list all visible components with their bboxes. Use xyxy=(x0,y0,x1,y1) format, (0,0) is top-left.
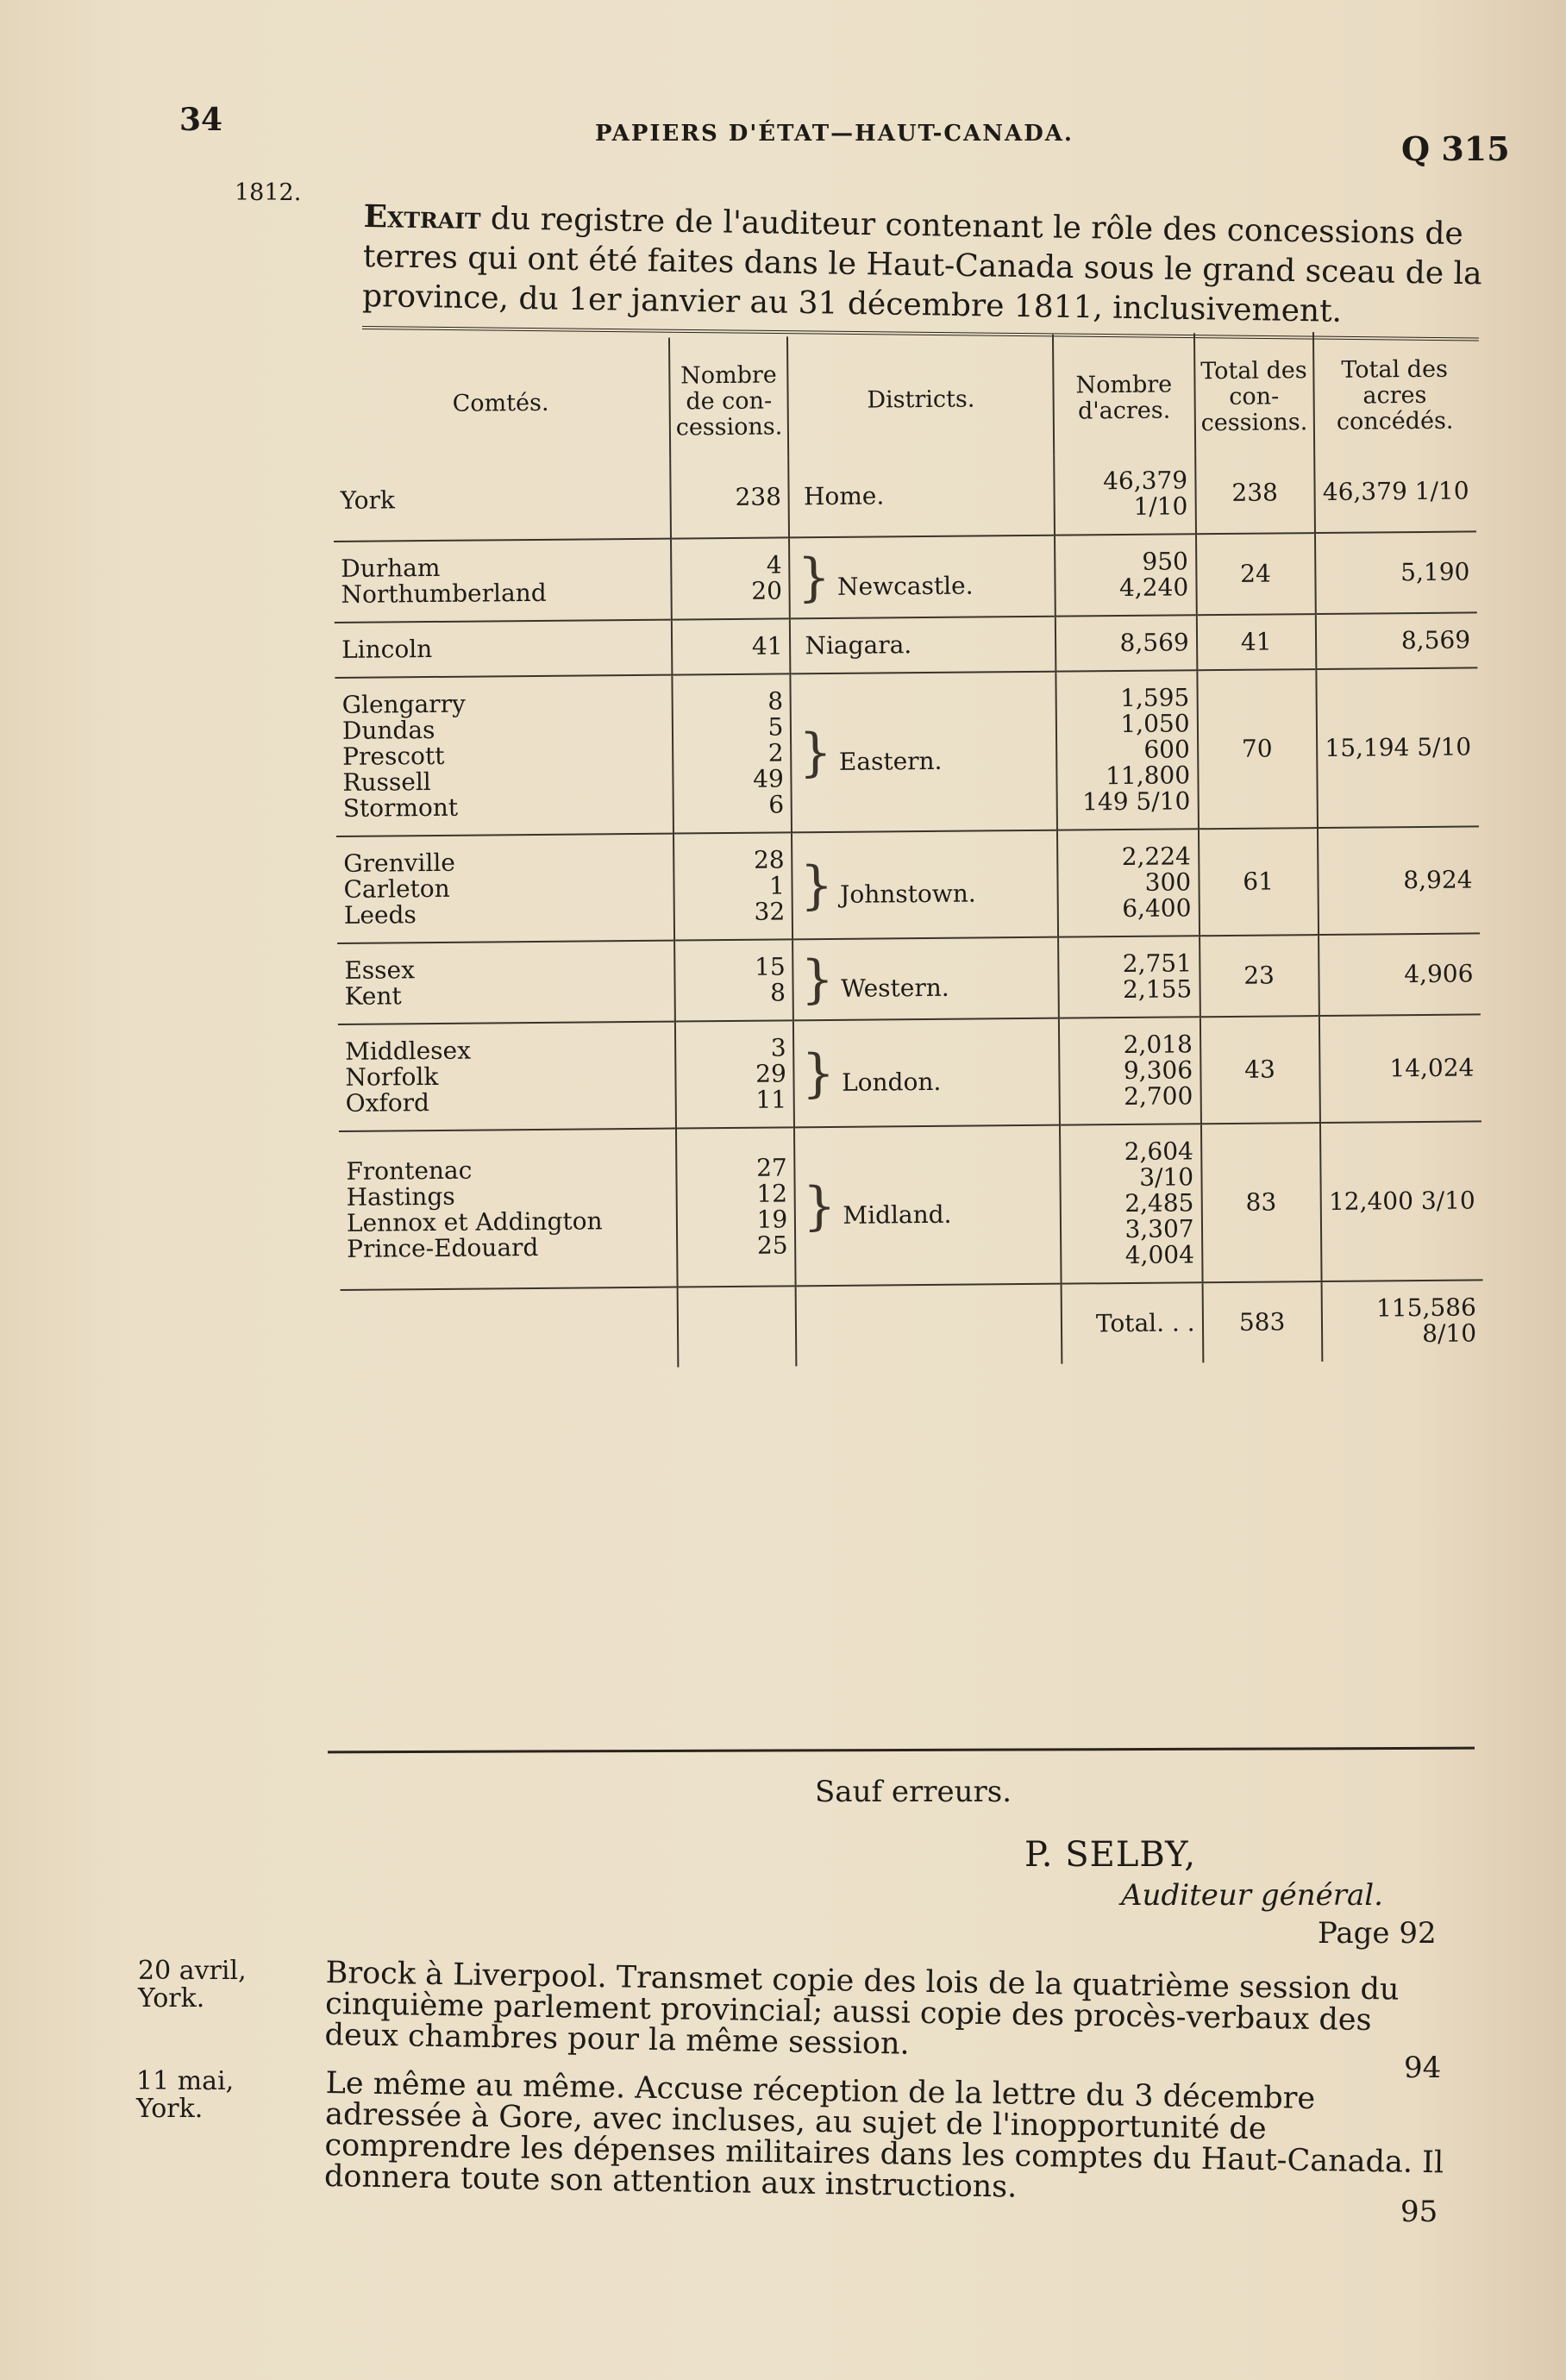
county-name: York xyxy=(340,485,396,515)
entry-2-text: Le même au même. Accuse réception de la lettre du 3 décembre adressée à Gore, avec incluses, au sujet de l'inopportunité de comprendre les dépenses militaires dans les comptes du Haut-Canada. Il donnera toute son attention aux instructions. xyxy=(323,2066,1444,2205)
district-cell xyxy=(792,830,1058,940)
district-cell xyxy=(789,536,1055,619)
acres-cell xyxy=(1059,1017,1201,1124)
county-name: Lennox et Addington xyxy=(346,1206,603,1237)
concession-count: 238 xyxy=(735,482,782,511)
county-cell xyxy=(333,459,671,542)
concessions-cell xyxy=(675,1020,795,1128)
county-cell xyxy=(335,675,673,836)
concession-count: 41 xyxy=(751,631,783,661)
total-concessions-cell: 43 xyxy=(1200,1016,1320,1124)
entry-2-place: York. xyxy=(136,2094,204,2124)
acre-count: 1,595 xyxy=(1119,683,1190,713)
district-name: Johnstown. xyxy=(840,879,976,909)
concession-count: 12 xyxy=(756,1179,788,1208)
header-comtes: Comtés. xyxy=(452,389,549,417)
district-name: Eastern. xyxy=(838,746,943,776)
district-group xyxy=(338,1014,1481,1131)
district-group xyxy=(333,451,1476,542)
district-cell xyxy=(790,617,1055,674)
district-name: Midland. xyxy=(843,1199,952,1230)
district-group xyxy=(335,667,1479,836)
district-cell xyxy=(791,672,1057,833)
county-name: Glengarry xyxy=(341,689,466,719)
total-acres-cell: 12,400 3/10 xyxy=(1320,1121,1483,1281)
county-name: Northumberland xyxy=(341,578,547,609)
total-acres: 115,586 8/10 xyxy=(1321,1280,1483,1362)
acre-count: 950 xyxy=(1142,547,1189,576)
total-acres-cell: 46,379 1/10 xyxy=(1314,451,1476,533)
total-acres-cell: 14,024 xyxy=(1319,1014,1481,1123)
concessions-cell xyxy=(670,457,789,538)
concession-count: 4 xyxy=(766,550,782,579)
total-label: Total. . . xyxy=(1062,1282,1203,1363)
county-cell xyxy=(334,539,672,623)
signature-title: Auditeur général. xyxy=(1121,1878,1383,1913)
signature-name: P. SELBY, xyxy=(1024,1835,1197,1875)
acres-cell xyxy=(1060,1124,1202,1283)
concession-count: 11 xyxy=(755,1085,787,1114)
county-name: Kent xyxy=(344,981,402,1011)
total-acres-cell: 8,924 xyxy=(1318,826,1480,935)
brace-icon: } xyxy=(797,547,831,609)
running-title: PAPIERS D'ÉTAT—HAUT-CANADA. xyxy=(595,121,1074,147)
table-bottom-rule xyxy=(328,1747,1475,1754)
district-cell xyxy=(789,455,1055,538)
total-acres-cell: 5,190 xyxy=(1315,531,1477,614)
concessions-cell xyxy=(674,939,793,1021)
county-name: Hastings xyxy=(346,1181,455,1212)
total-concessions-cell: 83 xyxy=(1201,1123,1322,1282)
header-nombre-acres: Nombre d'acres. xyxy=(1053,333,1195,454)
concession-count: 20 xyxy=(751,576,783,605)
acre-count: 2,224 xyxy=(1121,842,1192,872)
brace-icon: } xyxy=(800,949,835,1011)
concession-count: 8 xyxy=(767,686,784,716)
acre-count: 3,307 xyxy=(1124,1214,1194,1244)
acre-count: 2,155 xyxy=(1122,974,1193,1005)
header-total-acres: Total des acres concédés. xyxy=(1313,330,1476,453)
county-name: Prince-Edouard xyxy=(347,1232,539,1263)
county-name: Norfolk xyxy=(345,1062,439,1092)
total-acres-cell: 4,906 xyxy=(1319,933,1481,1016)
concession-count: 3 xyxy=(770,1033,786,1062)
concession-count: 1 xyxy=(768,871,786,900)
brace-icon: } xyxy=(799,855,834,917)
acres-cell xyxy=(1055,534,1196,616)
page-number: 34 xyxy=(179,102,223,138)
acres-cell xyxy=(1057,829,1200,936)
entry-1-place: York. xyxy=(138,1983,205,2014)
intro-paragraph xyxy=(362,197,1485,334)
concession-count: 2 xyxy=(767,738,784,767)
total-acres-cell: 8,569 xyxy=(1315,612,1477,669)
brace-icon: } xyxy=(799,722,833,784)
acre-count: 600 xyxy=(1143,735,1190,764)
concessions-cell xyxy=(673,832,793,940)
total-concessions: 583 xyxy=(1202,1281,1322,1362)
concessions-cell xyxy=(676,1127,796,1287)
county-name: Essex xyxy=(344,955,416,985)
concession-count: 5 xyxy=(767,712,784,742)
district-name: London. xyxy=(841,1067,942,1097)
county-name: Leeds xyxy=(343,900,417,930)
entry-2-date: 11 mai, xyxy=(136,2066,235,2096)
concession-count: 27 xyxy=(755,1153,787,1182)
acre-count: 11,800 xyxy=(1105,761,1191,791)
acres-cell xyxy=(1058,936,1200,1018)
district-name: Western. xyxy=(841,973,949,1003)
acre-count: 2,485 xyxy=(1124,1188,1194,1218)
district-cell xyxy=(794,1125,1061,1287)
acre-count: 149 5/10 xyxy=(1081,786,1191,817)
district-cell xyxy=(793,1018,1060,1128)
acre-count: 9,306 xyxy=(1123,1055,1193,1086)
acre-count: 300 xyxy=(1144,867,1192,897)
concession-count: 15 xyxy=(754,952,786,981)
brace-icon: } xyxy=(802,1175,836,1237)
acres-cell xyxy=(1056,670,1199,830)
acre-count: 2,604 3/10 xyxy=(1124,1137,1194,1192)
county-cell xyxy=(335,620,672,678)
total-concessions-cell: 61 xyxy=(1199,828,1319,936)
county-name: Russell xyxy=(342,767,431,797)
county-name: Durham xyxy=(341,553,441,583)
county-cell xyxy=(338,1022,676,1131)
total-concessions-cell: 70 xyxy=(1197,669,1318,829)
acres-cell xyxy=(1054,454,1195,535)
intro-lead: Extrait xyxy=(363,197,481,237)
total-row xyxy=(341,1280,1484,1370)
district-group xyxy=(334,531,1477,623)
entry-1-page: 94 xyxy=(1404,2051,1442,2085)
acre-count: 1,050 xyxy=(1120,709,1190,739)
district-name: Newcastle. xyxy=(836,571,974,601)
acre-count: 6,400 xyxy=(1122,893,1192,924)
acres-cell xyxy=(1055,615,1197,671)
table-header-row xyxy=(332,330,1475,461)
concession-count: 6 xyxy=(768,790,785,819)
total-acres-cell: 15,194 5/10 xyxy=(1316,667,1479,828)
header-total-concessions: Total des con- cessions. xyxy=(1194,332,1314,454)
header-districts: Districts. xyxy=(787,335,1054,458)
district-cell xyxy=(792,937,1059,1021)
acre-count: 4,004 xyxy=(1124,1240,1195,1270)
concession-count: 32 xyxy=(754,897,786,926)
sauf-erreurs: Sauf erreurs. xyxy=(815,1775,1012,1809)
district-group xyxy=(339,1121,1483,1290)
county-name: Prescott xyxy=(342,741,445,771)
acre-count: 2,018 xyxy=(1123,1030,1193,1060)
entry-1-date: 20 avril, xyxy=(138,1956,247,1986)
entry-1-text: Brock à Liverpool. Transmet copie des lois de la quatrième session du cinquième parlement provincial; aussi copie des procès-verbaux des deux chambres pour la même session. xyxy=(324,1956,1400,2062)
concessions-table xyxy=(332,330,1483,1370)
county-name: Frontenac xyxy=(346,1156,473,1186)
county-name: Carleton xyxy=(343,874,450,904)
concession-count: 29 xyxy=(755,1059,786,1088)
district-group xyxy=(336,826,1480,943)
total-concessions-cell: 238 xyxy=(1195,453,1315,534)
concession-count: 19 xyxy=(756,1205,788,1234)
county-name: Lincoln xyxy=(341,634,433,664)
header-nombre-concessions: Nombre de con- cessions. xyxy=(669,336,789,458)
acre-count: 46,379 1/10 xyxy=(1102,466,1188,521)
archive-reference: Q 315 xyxy=(1401,129,1510,168)
concession-count: 28 xyxy=(753,845,785,874)
total-concessions-cell: 41 xyxy=(1196,614,1315,670)
concession-count: 25 xyxy=(756,1231,788,1260)
district-group xyxy=(337,933,1481,1024)
brace-icon: } xyxy=(801,1043,836,1105)
county-cell xyxy=(337,941,675,1024)
county-name: Oxford xyxy=(345,1088,430,1118)
county-name: Stormont xyxy=(342,792,459,823)
acre-count: 2,700 xyxy=(1124,1081,1193,1112)
total-concessions-cell: 24 xyxy=(1196,533,1316,615)
concessions-cell xyxy=(672,618,791,674)
district-name: Niagara. xyxy=(805,630,912,661)
district-group xyxy=(335,612,1478,678)
concession-count: 8 xyxy=(770,978,786,1007)
concession-count: 49 xyxy=(753,764,784,793)
intro-text: du registre de l'auditeur contenant le rôle des concessions de terres qui ont été faites dans le Haut-Canada sous le grand sceau de la province, du 1er janvier au 31 décembre 1811, inclusivement. xyxy=(361,201,1482,329)
county-name: Dundas xyxy=(341,715,435,745)
acre-count: 2,751 xyxy=(1122,949,1193,979)
entry-2-page: 95 xyxy=(1400,2195,1438,2229)
district-name: Home. xyxy=(803,481,885,511)
county-cell xyxy=(336,834,674,943)
county-name: Grenville xyxy=(343,848,456,878)
total-concessions-cell: 23 xyxy=(1200,935,1319,1017)
county-name: Middlesex xyxy=(345,1036,472,1066)
acre-count: 8,569 xyxy=(1119,628,1189,658)
concessions-cell xyxy=(671,537,790,619)
concessions-cell xyxy=(672,673,792,833)
year-marginal: 1812. xyxy=(235,179,302,206)
acre-count: 4,240 xyxy=(1118,573,1189,603)
county-cell xyxy=(339,1129,677,1290)
page-reference: Page 92 xyxy=(1318,1916,1437,1951)
